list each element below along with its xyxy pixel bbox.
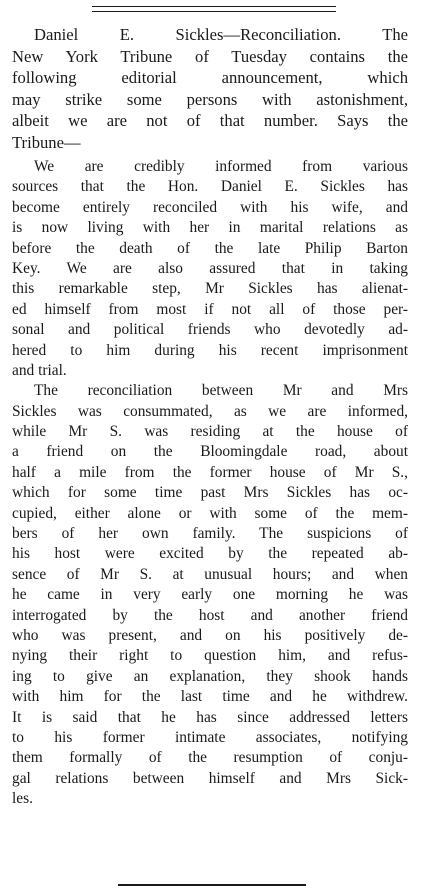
text-line: who was present, and on his positively de-: [12, 626, 408, 644]
text-line: ing to give an explanation, they shook hands: [12, 667, 408, 685]
text-line: ed himself from most if not all of those per-: [12, 300, 408, 318]
text-line: nying their right to question him, and refus-: [12, 647, 408, 665]
text-line: may strike some persons with astonishment,: [12, 89, 408, 109]
text-line: before the death of the late Philip Barton: [12, 239, 408, 257]
text-line: with him for the last time and he withdrew.: [12, 688, 408, 706]
text-line: albeit we are not of that number. Says the: [12, 111, 408, 130]
text-line: which for some time past Mrs Sickles has oc-: [12, 484, 408, 502]
lead-paragraph: [12, 24, 408, 153]
headline-line: Daniel E. Sickles—Reconciliation. The: [34, 25, 408, 44]
text-line: them formally of the resumption of conju-: [12, 749, 408, 767]
text-line: hered to him during his recent imprisonment: [12, 341, 408, 359]
text-line: New York Tribune of Tuesday contains the: [12, 46, 408, 66]
text-line: Key. We are also assured that in taking: [12, 259, 408, 277]
news-article: [12, 24, 408, 810]
text-line: this remarkable step, Mr Sickles has alienat-: [12, 280, 408, 298]
text-line: to his former intimate associates, notifying: [12, 728, 408, 746]
bottom-rule: [118, 884, 306, 886]
text-line: The reconciliation between Mr and Mrs: [34, 382, 408, 400]
text-line: he came in very early one morning he was: [12, 586, 408, 604]
text-line: Tribune—: [12, 132, 81, 152]
quoted-paragraph-1: [12, 157, 408, 381]
top-double-rule: [92, 6, 336, 12]
text-line: interrogated by the host and another friend: [12, 606, 408, 624]
text-line: bers of her own family. The suspicions of: [12, 525, 408, 543]
text-line: sonal and political friends who devotedly ad-: [12, 321, 408, 339]
text-line: Sickles was consummated, as we are informed,: [12, 402, 408, 420]
text-line: gal relations between himself and Mrs Sick-: [12, 769, 408, 787]
text-line: sources that the Hon. Daniel E. Sickles has: [12, 178, 408, 196]
text-line: half a mile from the former house of Mr S.,: [12, 463, 408, 481]
text-line: while Mr S. was residing at the house of: [12, 423, 408, 441]
text-line: We are credibly informed from various: [34, 158, 408, 175]
text-line: following editorial announcement, which: [12, 68, 408, 87]
text-line: It is said that he has since addressed letters: [12, 708, 408, 726]
text-line: sence of Mr S. at unusual hours; and when: [12, 565, 408, 583]
text-line: les.: [12, 790, 33, 808]
text-line: and trial.: [12, 361, 67, 379]
text-line: cupied, either alone or with some of the mem-: [12, 504, 408, 522]
quoted-paragraph-2: [12, 381, 408, 809]
text-line: a friend on the Bloomingdale road, about: [12, 443, 408, 461]
text-line: is now living with her in marital relations as: [12, 219, 408, 237]
text-line: his host were excited by the repeated ab-: [12, 545, 408, 563]
text-line: become entirely reconciled with his wife, and: [12, 198, 408, 216]
